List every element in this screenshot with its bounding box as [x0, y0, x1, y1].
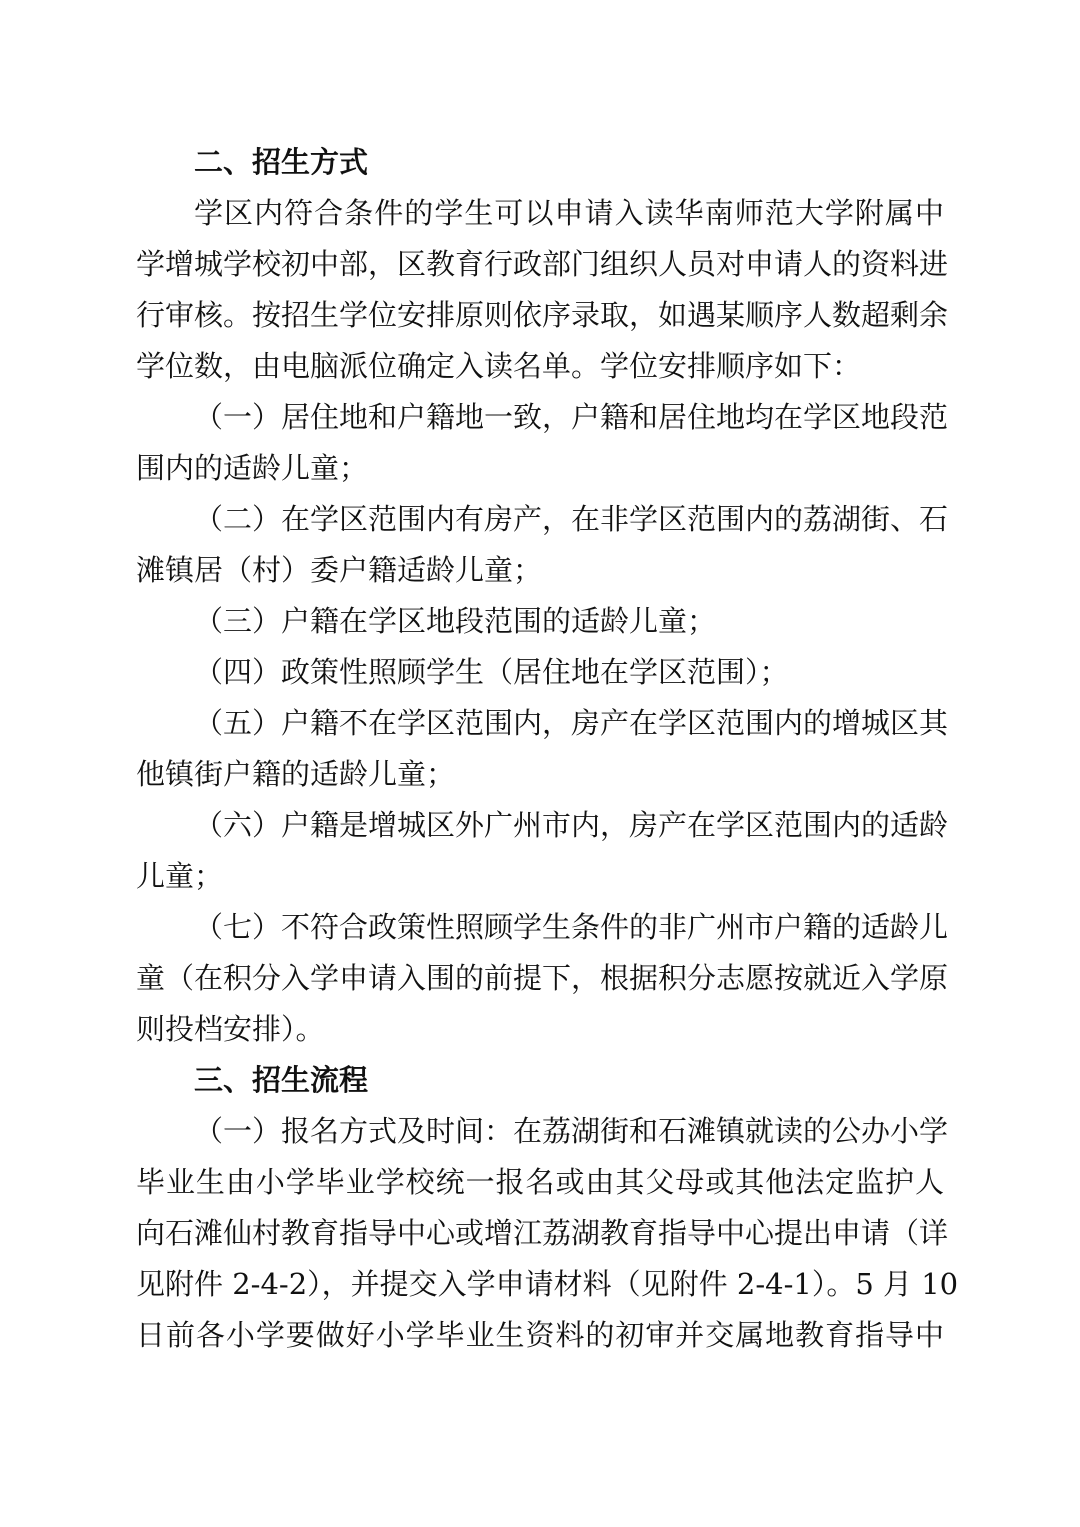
section-heading-recruitment-process: 三、招生流程 — [194, 1063, 369, 1097]
list-item-5-line: （五）户籍不在学区范围内，房产在学区范围内的增城区其 — [194, 706, 949, 740]
list-item-5-line: 他镇街户籍的适龄儿童； — [136, 757, 456, 791]
list-item-7-line: 童（在积分入学申请入围的前提下，根据积分志愿按就近入学原 — [136, 961, 949, 995]
section-heading-recruitment-method: 二、招生方式 — [194, 145, 369, 179]
paragraph-line: 见附件 2-4-2），并提交入学申请材料（见附件 2-4-1）。5 月 10 — [136, 1267, 959, 1301]
paragraph-line: 毕业生由小学毕业学校统一报名或由其父母或其他法定监护人 — [136, 1165, 944, 1199]
list-item-1-line: （一）居住地和户籍地一致，户籍和居住地均在学区地段范 — [194, 400, 949, 434]
paragraph-line: 行审核。按招生学位安排原则依序录取，如遇某顺序人数超剩余 — [136, 298, 949, 332]
paragraph-line: 向石滩仙村教育指导中心或增江荔湖教育指导中心提出申请（详 — [136, 1216, 949, 1250]
list-item-7-line: 则投档安排）。 — [136, 1012, 325, 1046]
list-item-1-line: 围内的适龄儿童； — [136, 451, 369, 485]
list-item-4-line: （四）政策性照顾学生（居住地在学区范围）； — [194, 655, 789, 689]
paragraph-line: 日前各小学要做好小学毕业生资料的初审并交属地教育指导中 — [136, 1318, 944, 1352]
paragraph-line: （一）报名方式及时间：在荔湖街和石滩镇就读的公办小学 — [194, 1114, 949, 1148]
list-item-2-line: （二）在学区范围内有房产，在非学区范围内的荔湖街、石 — [194, 502, 949, 536]
paragraph-line: 学增城学校初中部，区教育行政部门组织人员对申请人的资料进 — [136, 247, 949, 281]
paragraph-line: 学位数，由电脑派位确定入读名单。学位安排顺序如下： — [136, 349, 862, 383]
paragraph-line: 学区内符合条件的学生可以申请入读华南师范大学附属中 — [194, 196, 944, 230]
list-item-2-line: 滩镇居（村）委户籍适龄儿童； — [136, 553, 543, 587]
list-item-6-line: （六）户籍是增城区外广州市内，房产在学区范围内的适龄 — [194, 808, 949, 842]
list-item-6-line: 儿童； — [136, 859, 224, 893]
list-item-7-line: （七）不符合政策性照顾学生条件的非广州市户籍的适龄儿 — [194, 910, 949, 944]
list-item-3-line: （三）户籍在学区地段范围的适龄儿童； — [194, 604, 717, 638]
